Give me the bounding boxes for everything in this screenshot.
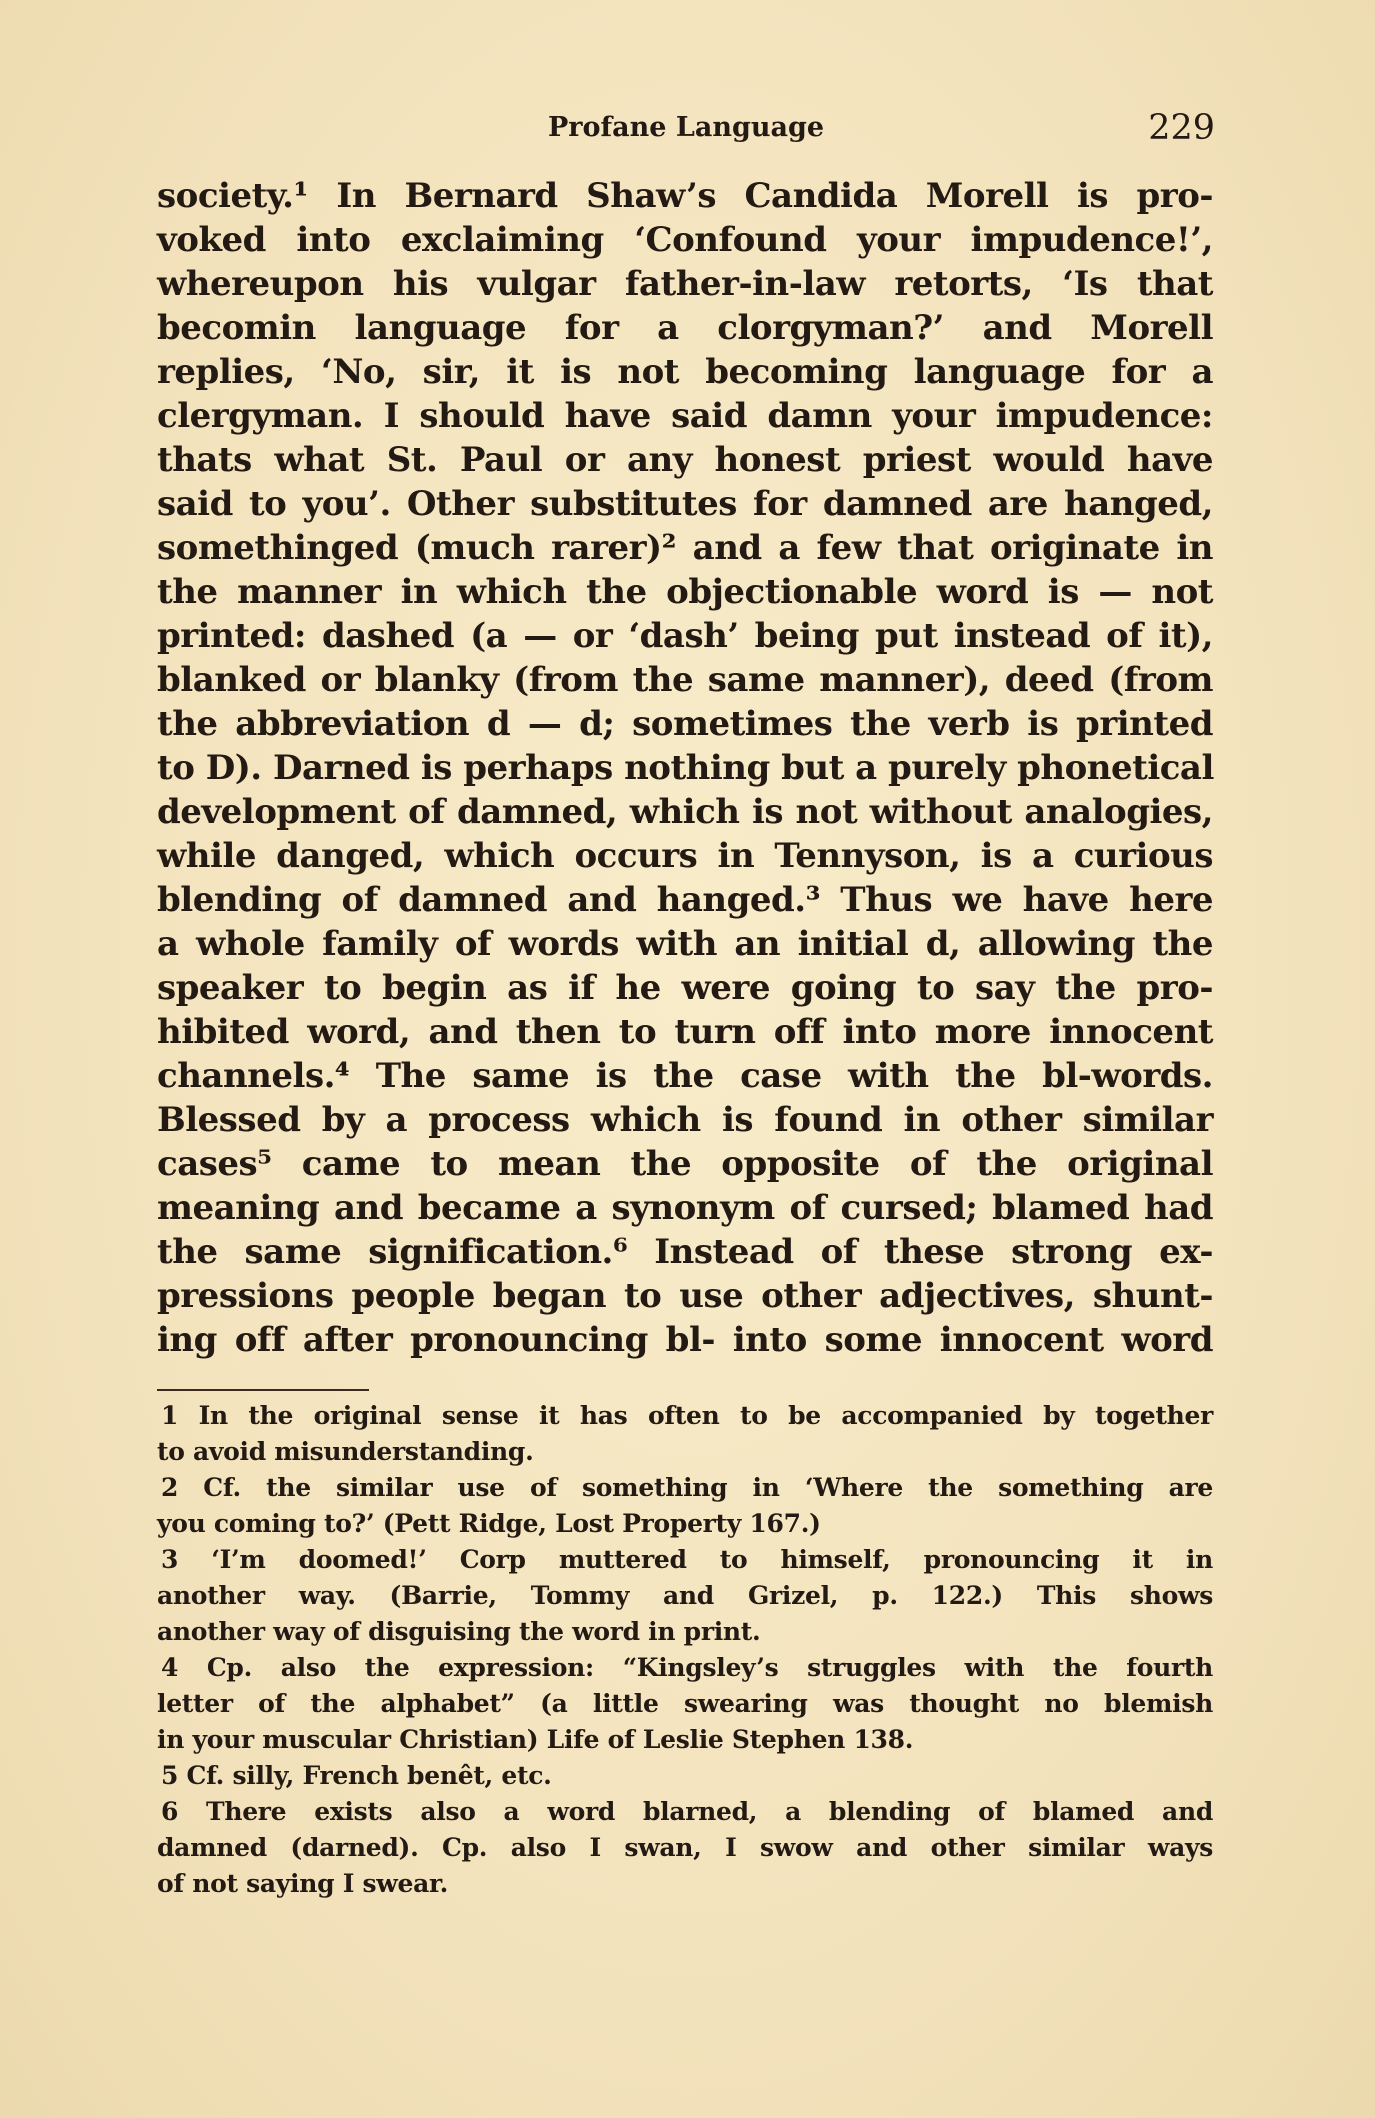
body-line: meaning and became a synonym of cursed; blamed had <box>157 1188 1213 1228</box>
footnote-line: letter of the alphabet” (a little swearing was thought no blemish <box>157 1689 1213 1718</box>
footnote-line: another way of disguising the word in print. <box>157 1617 761 1646</box>
page-number: 229 <box>1148 108 1215 148</box>
body-line: Blessed by a process which is found in other similar <box>157 1100 1213 1140</box>
body-line: to D). Darned is perhaps nothing but a purely phonetical <box>157 748 1214 788</box>
body-line: becomin language for a clorgyman?’ and Morell <box>157 308 1213 348</box>
body-line: development of damned, which is not without analogies, <box>157 792 1213 832</box>
body-line: somethinged (much rarer)² and a few that originate in <box>157 528 1213 568</box>
footnotes <box>157 1398 1213 1902</box>
body-line: hibited word, and then to turn off into more innocent <box>157 1012 1213 1052</box>
footnote-divider <box>157 1389 369 1391</box>
body-line: society.¹ In Bernard Shaw’s Candida Morell is pro- <box>157 176 1213 216</box>
body-line: blending of damned and hanged.³ Thus we have here <box>157 880 1213 920</box>
body-line: the manner in which the objectionable word is — not <box>157 572 1213 612</box>
running-head <box>157 108 1215 152</box>
body-line: whereupon his vulgar father-in-law retorts, ‘Is that <box>157 264 1213 304</box>
footnote-line: damned (darned). Cp. also I swan, I swow and other similar ways <box>157 1833 1213 1862</box>
body-line: thats what St. Paul or any honest priest would have <box>157 440 1213 480</box>
body-line: ing off after pronouncing bl- into some innocent word <box>157 1320 1213 1360</box>
body-line: clergyman. I should have said damn your impudence: <box>157 396 1213 436</box>
footnote-line: 4 Cp. also the expression: “Kingsley’s struggles with the fourth <box>161 1653 1213 1682</box>
footnote-line: 2 Cf. the similar use of something in ‘Where the something are <box>161 1473 1213 1502</box>
body-line: cases⁵ came to mean the opposite of the original <box>157 1144 1213 1184</box>
footnote-line: 3 ‘I’m doomed!’ Corp muttered to himself, pronouncing it in <box>161 1545 1213 1574</box>
footnote-line: in your muscular Christian) Life of Leslie Stephen 138. <box>157 1725 914 1754</box>
body-line: speaker to begin as if he were going to say the pro- <box>157 968 1213 1008</box>
body-line: while danged, which occurs in Tennyson, is a curious <box>157 836 1213 876</box>
body-line: a whole family of words with an initial d, allowing the <box>157 924 1213 964</box>
footnote-line: 6 There exists also a word blarned, a blending of blamed and <box>161 1797 1213 1826</box>
body-line: the same signification.⁶ Instead of these strong ex- <box>157 1232 1213 1272</box>
running-title: Profane Language <box>547 112 825 143</box>
body-line: channels.⁴ The same is the case with the bl-words. <box>157 1056 1213 1096</box>
footnote-line: another way. (Barrie, Tommy and Grizel, p. 122.) This shows <box>157 1581 1213 1610</box>
body-text <box>157 174 1213 1362</box>
body-line: pressions people began to use other adjectives, shunt- <box>157 1276 1213 1316</box>
body-line: printed: dashed (a — or ‘dash’ being put instead of it), <box>157 616 1213 656</box>
body-line: the abbreviation d — d; sometimes the verb is printed <box>157 704 1213 744</box>
footnote-line: 1 In the original sense it has often to be accompanied by together <box>161 1401 1213 1430</box>
body-line: replies, ‘No, sir, it is not becoming language for a <box>157 352 1213 392</box>
body-line: voked into exclaiming ‘Confound your impudence!’, <box>157 220 1213 260</box>
body-line: blanked or blanky (from the same manner), deed (from <box>157 660 1213 700</box>
footnote-line: you coming to?’ (Pett Ridge, Lost Property 167.) <box>157 1509 821 1538</box>
footnote-line: to avoid misunderstanding. <box>157 1437 534 1466</box>
footnote-line: 5 Cf. silly, French benêt, etc. <box>161 1761 552 1790</box>
body-line: said to you’. Other substitutes for damned are hanged, <box>157 484 1213 524</box>
footnote-line: of not saying I swear. <box>157 1869 448 1898</box>
